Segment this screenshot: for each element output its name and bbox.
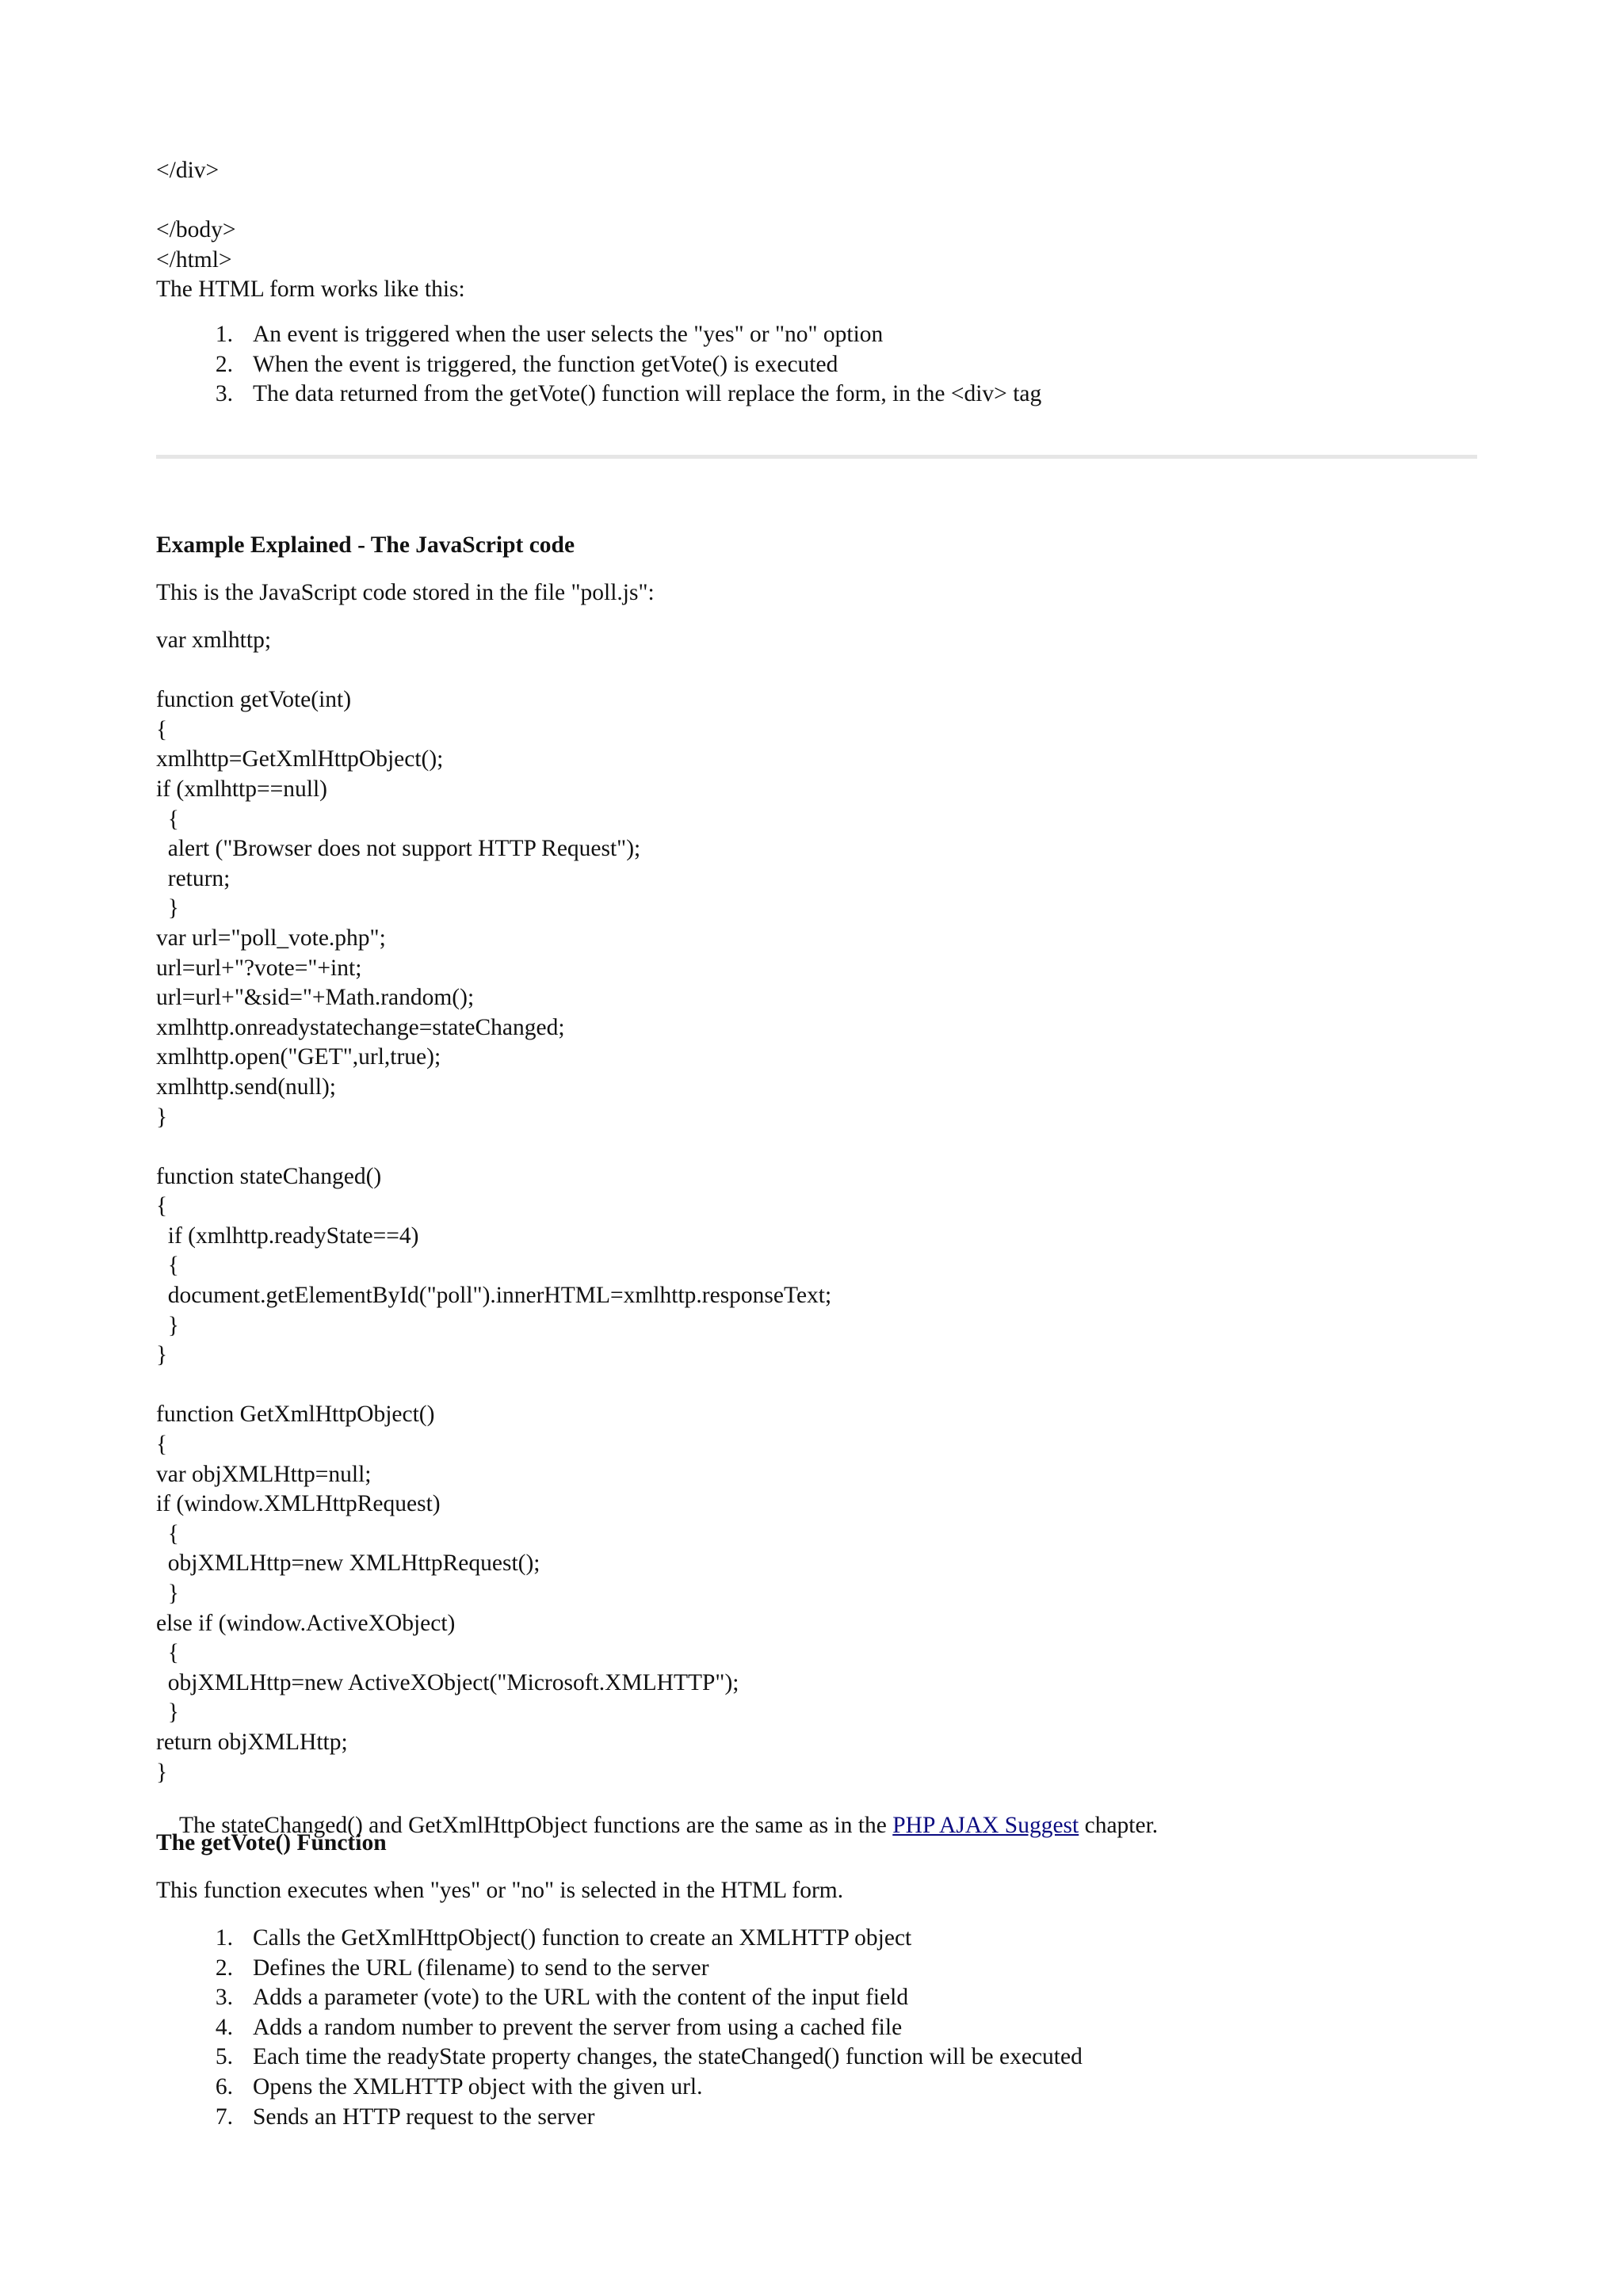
code-line: {	[156, 1640, 179, 1666]
code-line: else if (window.ActiveXObject)	[156, 1610, 456, 1636]
code-line: }	[156, 1759, 168, 1785]
form-steps-list	[156, 320, 1487, 410]
list-item-text: Each time the readyState property changes, the stateChanged() function will be executed	[253, 2044, 1083, 2070]
list-item-text: Opens the XMLHTTP object with the given url.	[253, 2073, 703, 2100]
code-line: </div>	[156, 158, 220, 183]
list-item-text: Adds a parameter (vote) to the URL with the content of the input field	[253, 1985, 909, 2011]
code-line: </html>	[156, 246, 232, 273]
code-line: {	[156, 1520, 179, 1547]
list-item	[156, 350, 1487, 380]
code-line: }	[156, 1104, 168, 1130]
list-item	[156, 1924, 1487, 1954]
code-line	[156, 1371, 1487, 1401]
code-line: url=url+"?vote="+int;	[156, 955, 362, 981]
top-code-block	[156, 156, 1487, 305]
code-line: document.getElementById("poll").innerHTML=xmlhttp.responseText;	[156, 1283, 832, 1309]
list-item	[156, 1954, 1487, 1984]
code-line: {	[156, 1253, 179, 1279]
code-line: {	[156, 716, 168, 742]
code-line: </body>	[156, 217, 236, 243]
list-item-number: 2.	[215, 351, 233, 377]
js-section-intro: This is the JavaScript code stored in the file "poll.js":	[156, 580, 655, 605]
code-line: xmlhttp.send(null);	[156, 1074, 336, 1100]
code-line: function stateChanged()	[156, 1163, 382, 1189]
list-item-text: Defines the URL (filename) to send to the server	[253, 1955, 709, 1981]
code-line: var url="poll_vote.php";	[156, 925, 386, 951]
list-item-number: 5.	[215, 2044, 233, 2070]
code-line: {	[156, 1193, 168, 1219]
code-line	[156, 1132, 1487, 1162]
code-line	[156, 186, 1487, 216]
code-line: }	[156, 1312, 179, 1338]
list-item-number: 1.	[215, 322, 233, 347]
list-item-number: 3.	[215, 381, 233, 407]
code-line: function getVote(int)	[156, 687, 352, 713]
code-line: xmlhttp.onreadystatechange=stateChanged;	[156, 1014, 565, 1040]
list-item-text: An event is triggered when the user selects the "yes" or "no" option	[253, 322, 884, 347]
code-line: return objXMLHttp;	[156, 1729, 348, 1755]
code-line	[156, 656, 1487, 686]
list-item-text: Adds a random number to prevent the server from using a cached file	[253, 2014, 903, 2040]
list-item	[156, 379, 1487, 410]
code-line: {	[156, 806, 179, 832]
list-item-number: 6.	[215, 2073, 233, 2100]
code-line: if (xmlhttp==null)	[156, 776, 327, 802]
code-line: var xmlhttp;	[156, 627, 272, 653]
code-line: if (window.XMLHttpRequest)	[156, 1491, 441, 1517]
list-item-number: 2.	[215, 1955, 233, 1981]
list-item-text: Calls the GetXmlHttpObject() function to create an XMLHTTP object	[253, 1925, 912, 1951]
list-item	[156, 320, 1487, 350]
list-item-number: 1.	[215, 1925, 233, 1951]
getvote-steps-list	[156, 1924, 1487, 2132]
code-line: objXMLHttp=new XMLHttpRequest();	[156, 1550, 540, 1577]
list-item	[156, 2042, 1487, 2073]
list-item	[156, 2103, 1487, 2133]
list-item-number: 4.	[215, 2014, 233, 2040]
list-item	[156, 2013, 1487, 2043]
list-item-text: The data returned from the getVote() function will replace the form, in the <div> tag	[253, 381, 1042, 407]
list-item	[156, 1983, 1487, 2013]
code-line: return;	[156, 865, 231, 891]
form-intro-text: The HTML form works like this:	[156, 277, 465, 303]
list-item-number: 3.	[215, 1985, 233, 2011]
getvote-section-intro: This function executes when "yes" or "no" is selected in the HTML form.	[156, 1878, 844, 1903]
code-line: alert ("Browser does not support HTTP Request");	[156, 836, 641, 862]
code-line: }	[156, 1699, 179, 1726]
js-section-heading: Example Explained - The JavaScript code	[156, 532, 575, 558]
js-note	[156, 1781, 1487, 1838]
js-note-text-end: chapter.	[1079, 1812, 1159, 1838]
code-line: url=url+"&sid="+Math.random();	[156, 985, 475, 1011]
php-ajax-suggest-link[interactable]: PHP AJAX Suggest	[892, 1812, 1079, 1838]
js-note-text: The stateChanged() and GetXmlHttpObject functions are the same as in the	[178, 1812, 893, 1838]
list-item-text: Sends an HTTP request to the server	[253, 2103, 595, 2130]
list-item-text: When the event is triggered, the function getVote() is executed	[253, 351, 838, 377]
list-item	[156, 2073, 1487, 2103]
code-line: }	[156, 895, 179, 921]
list-item-number: 7.	[215, 2103, 233, 2130]
getvote-section-heading: The getVote() Function	[156, 1830, 387, 1855]
code-line: xmlhttp=GetXmlHttpObject();	[156, 746, 444, 772]
code-line: }	[156, 1581, 179, 1606]
code-line: function GetXmlHttpObject()	[156, 1402, 435, 1428]
horizontal-divider	[156, 455, 1477, 459]
code-line: }	[156, 1342, 168, 1368]
js-code-block	[156, 626, 1487, 1787]
code-line: var objXMLHttp=null;	[156, 1461, 372, 1487]
code-line: xmlhttp.open("GET",url,true);	[156, 1044, 441, 1070]
code-line: if (xmlhttp.readyState==4)	[156, 1222, 419, 1249]
code-line: {	[156, 1432, 168, 1458]
code-line: objXMLHttp=new ActiveXObject("Microsoft.XMLHTTP");	[156, 1669, 739, 1695]
